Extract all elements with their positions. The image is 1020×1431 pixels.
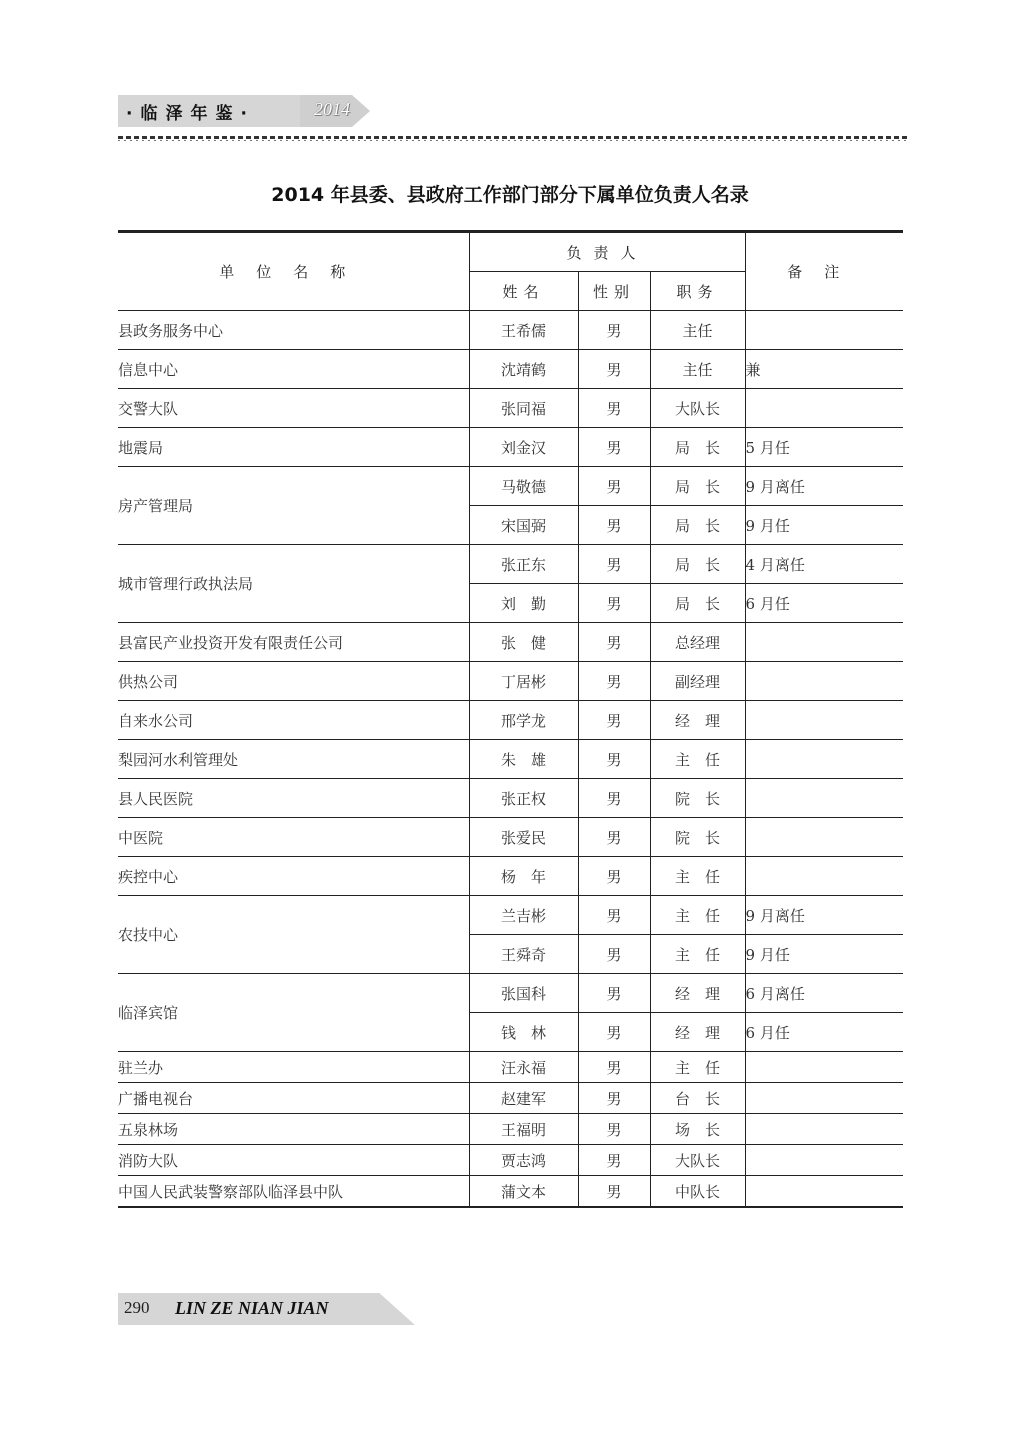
post-cell: 局 长 <box>650 584 745 623</box>
name-cell: 兰吉彬 <box>469 896 578 935</box>
table-row <box>118 350 903 389</box>
name-cell: 邢学龙 <box>469 701 578 740</box>
note-cell: 5 月任 <box>745 428 903 467</box>
post-cell: 主 任 <box>650 935 745 974</box>
note-cell <box>745 779 903 818</box>
post-cell: 局 长 <box>650 506 745 545</box>
gender-cell: 男 <box>578 1013 650 1052</box>
unit-cell: 县人民医院 <box>118 779 469 818</box>
gender-cell: 男 <box>578 350 650 389</box>
gender-cell: 男 <box>578 506 650 545</box>
gender-cell: 男 <box>578 545 650 584</box>
note-cell <box>745 1052 903 1083</box>
header-divider-dots <box>118 140 910 141</box>
post-cell: 中队长 <box>650 1176 745 1208</box>
post-cell: 台 长 <box>650 1083 745 1114</box>
note-cell <box>745 1176 903 1208</box>
table-row <box>118 857 903 896</box>
note-cell <box>745 1083 903 1114</box>
note-cell: 6 月任 <box>745 584 903 623</box>
post-cell: 主任 <box>650 350 745 389</box>
post-cell: 主 任 <box>650 740 745 779</box>
page-title: 2014 年县委、县政府工作部门部分下属单位负责人名录 <box>271 184 749 206</box>
yearbook-title: ·临泽年鉴· <box>126 104 255 124</box>
gender-cell: 男 <box>578 311 650 350</box>
post-cell: 经 理 <box>650 1013 745 1052</box>
post-cell: 院 长 <box>650 779 745 818</box>
table-row <box>118 974 903 1013</box>
unit-cell: 临泽宾馆 <box>118 974 469 1052</box>
table-row <box>118 818 903 857</box>
note-cell: 4 月离任 <box>745 545 903 584</box>
note-cell <box>745 740 903 779</box>
header-gender: 性别 <box>578 272 650 311</box>
name-cell: 宋国弼 <box>469 506 578 545</box>
table-row <box>118 1176 903 1208</box>
gender-cell: 男 <box>578 1083 650 1114</box>
unit-cell: 地震局 <box>118 428 469 467</box>
running-title: LIN ZE NIAN JIAN <box>175 1298 329 1318</box>
unit-cell: 交警大队 <box>118 389 469 428</box>
gender-cell: 男 <box>578 701 650 740</box>
post-cell: 主 任 <box>650 896 745 935</box>
post-cell: 大队长 <box>650 1145 745 1176</box>
name-cell: 赵建军 <box>469 1083 578 1114</box>
table-row <box>118 896 903 935</box>
name-cell: 张 健 <box>469 623 578 662</box>
unit-cell: 供热公司 <box>118 662 469 701</box>
page-number: 290 <box>124 1298 150 1317</box>
leader-roster-table <box>118 230 903 1208</box>
name-cell: 张正东 <box>469 545 578 584</box>
table-row <box>118 1052 903 1083</box>
gender-cell: 男 <box>578 857 650 896</box>
post-cell: 大队长 <box>650 389 745 428</box>
name-cell: 张爱民 <box>469 818 578 857</box>
post-cell: 场 长 <box>650 1114 745 1145</box>
year-label: 2014 <box>314 99 350 119</box>
unit-cell: 自来水公司 <box>118 701 469 740</box>
unit-cell: 房产管理局 <box>118 467 469 545</box>
gender-cell: 男 <box>578 740 650 779</box>
name-cell: 钱 林 <box>469 1013 578 1052</box>
post-cell: 院 长 <box>650 818 745 857</box>
table-row <box>118 701 903 740</box>
unit-cell: 中医院 <box>118 818 469 857</box>
name-cell: 刘 勤 <box>469 584 578 623</box>
name-cell: 张国科 <box>469 974 578 1013</box>
name-cell: 沈靖鹤 <box>469 350 578 389</box>
name-cell: 王福明 <box>469 1114 578 1145</box>
note-cell: 兼 <box>745 350 903 389</box>
table-row <box>118 662 903 701</box>
unit-cell: 县政务服务中心 <box>118 311 469 350</box>
table-row <box>118 389 903 428</box>
note-cell <box>745 389 903 428</box>
name-cell: 马敬德 <box>469 467 578 506</box>
name-cell: 贾志鸿 <box>469 1145 578 1176</box>
gender-cell: 男 <box>578 1114 650 1145</box>
post-cell: 主 任 <box>650 1052 745 1083</box>
table-row <box>118 779 903 818</box>
name-cell: 刘金汉 <box>469 428 578 467</box>
table-row <box>118 428 903 467</box>
post-cell: 总经理 <box>650 623 745 662</box>
table-row <box>118 467 903 506</box>
post-cell: 局 长 <box>650 428 745 467</box>
note-cell <box>745 1145 903 1176</box>
name-cell: 丁居彬 <box>469 662 578 701</box>
note-cell <box>745 818 903 857</box>
note-cell <box>745 701 903 740</box>
name-cell: 张同福 <box>469 389 578 428</box>
name-cell: 汪永福 <box>469 1052 578 1083</box>
note-cell: 9 月离任 <box>745 467 903 506</box>
gender-cell: 男 <box>578 818 650 857</box>
table-row <box>118 1145 903 1176</box>
unit-cell: 信息中心 <box>118 350 469 389</box>
table-row <box>118 1114 903 1145</box>
header-post: 职务 <box>650 272 745 311</box>
gender-cell: 男 <box>578 623 650 662</box>
name-cell: 王舜奇 <box>469 935 578 974</box>
table-row <box>118 311 903 350</box>
gender-cell: 男 <box>578 896 650 935</box>
post-cell: 主 任 <box>650 857 745 896</box>
note-cell: 9 月任 <box>745 935 903 974</box>
name-cell: 王希儒 <box>469 311 578 350</box>
table-row <box>118 740 903 779</box>
post-cell: 副经理 <box>650 662 745 701</box>
post-cell: 局 长 <box>650 467 745 506</box>
note-cell <box>745 623 903 662</box>
header-leader-group: 负责人 <box>469 232 745 272</box>
unit-cell: 农技中心 <box>118 896 469 974</box>
unit-cell: 中国人民武装警察部队临泽县中队 <box>118 1176 469 1208</box>
header-name: 姓名 <box>469 272 578 311</box>
header-divider <box>118 136 910 139</box>
note-cell <box>745 662 903 701</box>
name-cell: 张正权 <box>469 779 578 818</box>
unit-cell: 梨园河水利管理处 <box>118 740 469 779</box>
note-cell <box>745 857 903 896</box>
post-cell: 主任 <box>650 311 745 350</box>
gender-cell: 男 <box>578 1176 650 1208</box>
note-cell <box>745 311 903 350</box>
gender-cell: 男 <box>578 584 650 623</box>
name-cell: 朱 雄 <box>469 740 578 779</box>
header-unit: 单位名称 <box>118 232 469 311</box>
unit-cell: 消防大队 <box>118 1145 469 1176</box>
gender-cell: 男 <box>578 779 650 818</box>
gender-cell: 男 <box>578 662 650 701</box>
name-cell: 蒲文本 <box>469 1176 578 1208</box>
note-cell: 6 月任 <box>745 1013 903 1052</box>
gender-cell: 男 <box>578 467 650 506</box>
table-row <box>118 545 903 584</box>
unit-cell: 驻兰办 <box>118 1052 469 1083</box>
table-row <box>118 1083 903 1114</box>
unit-cell: 县富民产业投资开发有限责任公司 <box>118 623 469 662</box>
note-cell: 9 月任 <box>745 506 903 545</box>
unit-cell: 城市管理行政执法局 <box>118 545 469 623</box>
gender-cell: 男 <box>578 428 650 467</box>
post-cell: 经 理 <box>650 974 745 1013</box>
note-cell: 9 月离任 <box>745 896 903 935</box>
note-cell <box>745 1114 903 1145</box>
table-row <box>118 623 903 662</box>
gender-cell: 男 <box>578 935 650 974</box>
gender-cell: 男 <box>578 1052 650 1083</box>
note-cell: 6 月离任 <box>745 974 903 1013</box>
gender-cell: 男 <box>578 974 650 1013</box>
gender-cell: 男 <box>578 389 650 428</box>
post-cell: 局 长 <box>650 545 745 584</box>
unit-cell: 疾控中心 <box>118 857 469 896</box>
name-cell: 杨 年 <box>469 857 578 896</box>
unit-cell: 广播电视台 <box>118 1083 469 1114</box>
header-note: 备注 <box>745 232 903 311</box>
unit-cell: 五泉林场 <box>118 1114 469 1145</box>
gender-cell: 男 <box>578 1145 650 1176</box>
post-cell: 经 理 <box>650 701 745 740</box>
